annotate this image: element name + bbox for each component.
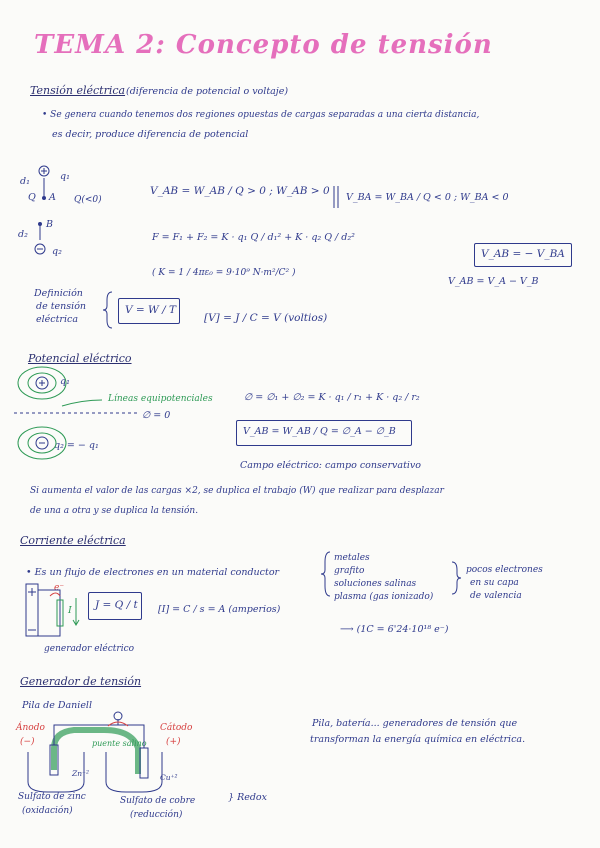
label-q1: q₁ — [60, 171, 70, 182]
cathode-sign: (+) — [166, 737, 181, 747]
label-q2: q₂ — [52, 246, 62, 257]
equation-phi: ∅ = ∅₁ + ∅₂ = K · q₁ / r₁ + K · q₂ / r₂ — [244, 392, 420, 403]
label-Q: Q — [28, 192, 36, 203]
boxed-equation-potential: V_AB = W_AB / Q = ∅_A − ∅_B — [236, 420, 412, 446]
valence-note-1: pocos electrones — [466, 565, 543, 575]
unit-volt: [V] = J / C = V (voltios) — [204, 312, 328, 324]
zinc-sulfate: Sulfato de zinc — [18, 792, 86, 802]
valence-note-2: en su capa — [470, 578, 519, 588]
section-heading-tension: Tensión eléctrica — [30, 84, 126, 97]
generator-label: generador eléctrico — [44, 644, 135, 654]
page-title: TEMA 2: Concepto de tensión — [34, 30, 493, 60]
bullet-line-1: • Se genera cuando tenemos dos regiones opuestas de cargas separadas a una cierta distancia, — [42, 110, 480, 120]
valence-note-3: de valencia — [470, 591, 522, 601]
potential-q1: q₁ — [60, 376, 70, 387]
potential-q2: q₂ = − q₁ — [54, 440, 99, 451]
label-d2: d₂ — [18, 229, 28, 240]
material-1: metales — [334, 553, 370, 563]
copper-sulfate: Sulfato de cobre — [120, 796, 196, 806]
label-B: B — [46, 219, 53, 230]
label-d1: d₁ — [20, 176, 30, 187]
equation-force: F = F₁ + F₂ = K · q₁ Q / d₁² + K · q₂ Q / d₂² — [152, 232, 355, 243]
definition-label-2: de tensión — [36, 301, 87, 312]
coulomb-equivalence: ⟶ (1C = 6'24·10¹⁸ e⁻) — [340, 624, 449, 635]
generator-desc-2: transforman la energía química en eléctrica. — [310, 734, 526, 745]
copper-ion: Cu⁺² — [160, 773, 178, 782]
current-I-label: I — [68, 605, 72, 616]
heading-note: (diferencia de potencial o voltaje) — [126, 86, 289, 97]
definition-label-3: eléctrica — [36, 314, 78, 325]
conservative-field-note: Campo eléctrico: campo conservativo — [240, 460, 422, 471]
daniell-cell-diagram — [28, 712, 162, 792]
section-heading-corriente: Corriente eléctrica — [20, 534, 126, 547]
equipotential-diagram — [14, 367, 138, 459]
zinc-ion: Zn⁺² — [72, 769, 90, 778]
equation-vab-diff: V_AB = V_A − V_B — [448, 276, 539, 287]
material-3: soluciones salinas — [334, 579, 417, 589]
pila-daniell: Pila de Daniell — [22, 700, 93, 711]
section-heading-potencial: Potencial eléctrico — [28, 352, 132, 365]
electron-label: e⁻ — [54, 583, 65, 593]
circuit-diagram — [26, 584, 79, 636]
equation-k: ( K = 1 / 4πε₀ = 9·10⁹ N·m²/C² ) — [152, 268, 296, 278]
salt-bridge-label: puente salino — [92, 739, 147, 748]
unit-ampere: [I] = C / s = A (amperios) — [158, 604, 281, 615]
material-4: plasma (gas ionizado) — [334, 592, 434, 602]
redox-label: } Redox — [228, 792, 267, 803]
reduction: (reducción) — [130, 810, 183, 820]
material-2: grafito — [334, 566, 365, 576]
definition-label-1: Definición — [34, 288, 83, 299]
equation-vab: V_AB = W_AB / Q > 0 ; W_AB > 0 — [150, 185, 330, 197]
section-heading-generador: Generador de tensión — [20, 675, 142, 688]
equipotential-label: Líneas equipotenciales — [108, 394, 213, 404]
charge-diagram-1 — [35, 166, 49, 254]
current-bullet: • Es un flujo de electrones en un material conductor — [26, 567, 280, 578]
label-A: A — [49, 192, 56, 203]
boxed-definition: V = W / T — [118, 298, 180, 324]
paragraph-line-2: de una a otra y se duplica la tensión. — [30, 506, 199, 516]
oxidation: (oxidación) — [22, 806, 73, 816]
equation-vba: V_BA = W_BA / Q < 0 ; W_BA < 0 — [346, 192, 509, 203]
boxed-current: J = Q / t — [88, 592, 142, 620]
generator-desc-1: Pila, batería... generadores de tensión que — [312, 718, 518, 729]
label-q-neg: Q(<0) — [74, 195, 102, 205]
bullet-line-2: es decir, produce diferencia de potencial — [52, 129, 249, 140]
boxed-equation-vab: V_AB = − V_BA — [474, 243, 572, 267]
anode-sign: (−) — [20, 737, 35, 747]
cathode-label: Cátodo — [160, 723, 193, 733]
anode-label: Ánodo — [16, 723, 45, 733]
phi-zero: ∅ = 0 — [142, 410, 171, 421]
paragraph-line-1: Si aumenta el valor de las cargas ×2, se duplica el trabajo (W) que realizar para desplazar — [30, 486, 444, 496]
